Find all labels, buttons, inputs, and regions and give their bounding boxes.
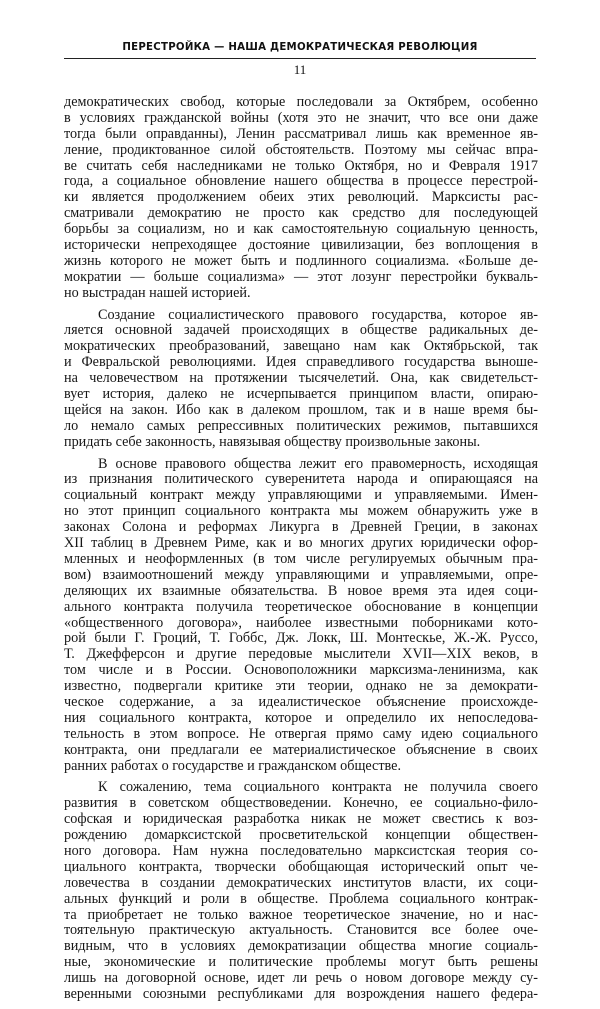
text-line: софская и юридическая разработка никак не может свестись к воз- <box>64 811 538 828</box>
text-line: видным, что в условиях демократизации общества многие социаль- <box>64 938 538 955</box>
text-line: тогда были оправданны), Ленин рассматривал лишь как временное яв- <box>64 125 538 142</box>
text-line: демократических свобод, которые последовали за Октябрем, особенно <box>64 94 538 110</box>
paragraph <box>64 95 538 302</box>
text-line: ные, экономические и политические проблемы могут быть решены <box>64 954 538 971</box>
paragraph <box>64 780 538 1002</box>
text-line: «общественного договора», наиболее известными поборниками кото- <box>64 614 538 631</box>
text-line: придать себе законность, навязывая обществу произвольные законы. <box>64 433 481 450</box>
text-line: развития в советском обществоведении. Конечно, ее социально-фило- <box>64 795 538 812</box>
text-line: К сожалению, тема социального контракта не получила своего <box>98 779 538 796</box>
text-line: ве считать себя наследниками не только Октября, но и Февраля 1917 <box>64 157 538 174</box>
text-line: законах Солона и реформах Ликурга в Древней Греции, в законах <box>64 519 538 536</box>
text-line: из признания политического суверенитета народа и опирающаяся на <box>64 471 538 488</box>
text-line: ного договора. Нам нужна последовательно марксистская теория со- <box>64 842 538 859</box>
text-line: том числе и в России. Основоположники марксизма-ленинизма, как <box>64 662 538 679</box>
text-line: но этот принцип социального контракта мы можем обнаружить уже в <box>64 503 538 520</box>
text-line: борьбы за социализм, но и как самостоятельную социальную ценность, <box>64 221 538 238</box>
text-line: исторически непреходящее достояние цивилизации, без воплощения в <box>64 237 538 254</box>
text-line: социальный контракт между управляющими и управляемыми. Имен- <box>64 487 538 504</box>
text-line: альных функций и роли в обществе. Проблема социального контрак- <box>64 890 538 907</box>
text-line: щейся на закон. Ибо как в далеком прошлом, так и в наше время бы- <box>64 401 538 418</box>
text-line: но выстрадан нашей историей. <box>64 284 251 301</box>
text-line: XII таблиц в Древнем Риме, как и во многих других юридически офор- <box>64 535 538 552</box>
page-number: 11 <box>293 62 307 77</box>
body-text <box>64 95 538 1009</box>
header-rule <box>64 58 536 59</box>
text-line: на человечеством на протяжении тысячелетий. Она, как свидетельст- <box>64 370 538 387</box>
text-line: рождению домарксистской просветительской концепции обществен- <box>64 827 538 844</box>
text-line: тоятельную практическую актуальность. Становится все более оче- <box>64 922 538 939</box>
text-line: года, а социальное обновление нашего общества в процессе перестрой- <box>64 173 538 190</box>
text-line: мленных и неоформленных (в том числе регулируемых обычным пра- <box>64 550 538 567</box>
text-line: ния социального контракта, которое и определило их непоследова- <box>64 709 538 726</box>
text-line: ки является продолжением обеих этих революций. Марксисты рас- <box>64 189 538 206</box>
text-line: циального контракта, творчески обобщающая исторический опыт че- <box>64 858 538 875</box>
text-line: рой были Г. Гроций, Т. Гоббс, Дж. Локк, Ш. Монтескье, Ж.-Ж. Руссо, <box>64 630 538 647</box>
text-line: В основе правового общества лежит его правомерность, исходящая <box>98 455 538 472</box>
text-line: Создание социалистического правового государства, которое яв- <box>98 306 538 323</box>
paragraph <box>64 457 538 775</box>
text-line: тельность в этом вопросе. Не отвергая прямо саму идею социального <box>64 725 538 742</box>
paragraph <box>64 308 538 451</box>
text-line: вует история, далеко не исчерпывается принципом власти, опираю- <box>64 386 538 403</box>
text-line: контракта, они предлагали ее материалистическое объяснение в своих <box>64 741 538 758</box>
text-line: мократии — больше социализма» — этот лозунг перестройки букваль- <box>64 268 538 285</box>
text-line: деляющих их взаимные обязательства. В новое время эта идея соци- <box>64 582 538 599</box>
text-line: лишь на договорной основе, идет ли речь о новом договоре между су- <box>64 970 538 987</box>
text-line: Т. Джефферсон и другие передовые мыслители XVII—XIX веков, в <box>64 646 538 663</box>
text-line: ляется основной задачей происходящих в обществе радикальных де- <box>64 322 538 339</box>
text-line: известно, подвергали критике эти теории, однако не за демократи- <box>64 678 538 695</box>
text-line: жизнь которого не может быть и подлинного социализма. «Больше де- <box>64 252 538 269</box>
text-line: мократических преобразований, завещано нам как Октябрьской, так <box>64 338 538 355</box>
text-line: сматривали демократию не просто как средство для последующей <box>64 205 538 222</box>
text-line: веренными союзными республиками для возрождения нашего федера- <box>64 985 538 1002</box>
text-line: ление, продиктованное силой обстоятельств. Поэтому мы сейчас впра- <box>64 141 538 158</box>
text-line: вом) взаимоотношений между управляющими и управляемыми, опре- <box>64 566 538 583</box>
text-line: в условиях гражданской войны (хотя это не значит, что все они даже <box>64 109 538 126</box>
text-line: ло немало самых репрессивных политических режимов, пытавшихся <box>64 417 538 434</box>
text-line: та приобретает не только важное теоретическое значение, но и нас- <box>64 906 538 923</box>
text-line: ранних работах о государстве и гражданском обществе. <box>64 757 401 774</box>
text-line: ловечества в создании демократических институтов власти, их соци- <box>64 874 538 891</box>
text-line: ального контракта получила теоретическое обоснование в концепции <box>64 598 538 615</box>
running-head: ПЕРЕСТРОЙКА — НАША ДЕМОКРАТИЧЕСКАЯ РЕВОЛЮЦИЯ <box>122 42 478 53</box>
text-line: ческое содержание, а за идеалистическое объяснение происхожде- <box>64 693 538 710</box>
text-line: и Февральской революциями. Идея справедливого государства выноше- <box>64 354 538 371</box>
